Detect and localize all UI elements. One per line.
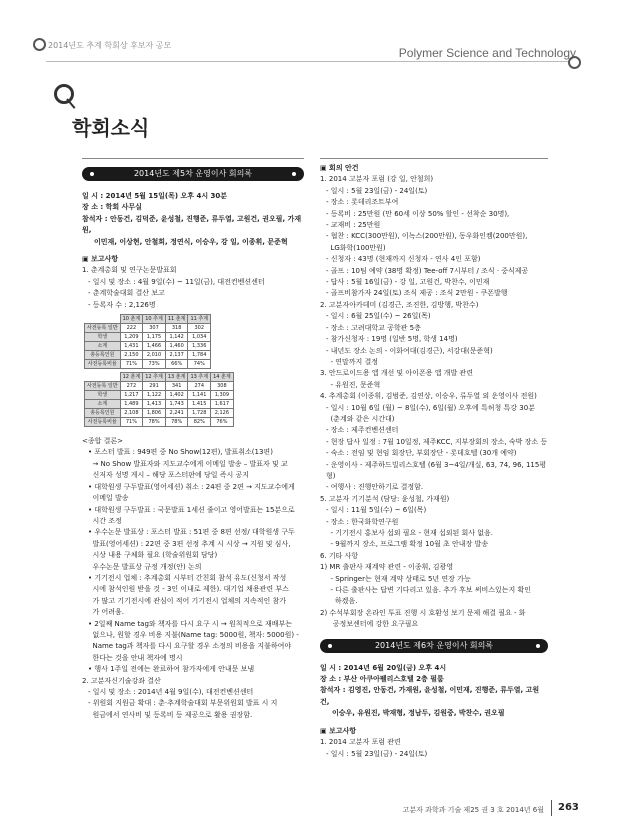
table-cell: 1,728 (188, 409, 211, 418)
meta-line: 일 시 : 2014년 5월 15일(목) 오후 4시 30분 (82, 192, 228, 200)
table-row (85, 342, 211, 351)
agenda-line: - 기기전시 홍보사 섭외 필요 - 현재 섭외된 회사 없음. (326, 529, 493, 537)
agenda-line: - 9월까지 장소, 프로그램 확정 10월 초 안내장 발송 (326, 540, 489, 549)
table-cell: 74% (188, 360, 211, 369)
conclusions-heading: <종합 결론> (82, 437, 124, 446)
agenda-line: - 참가신청자 : 19명 (일반 5명, 학생 14명) (326, 335, 458, 344)
table-header-cell: 13 춘계 (165, 373, 188, 382)
meta-line: 일 시 : 2014년 6월 20일(금) 오후 4시 (320, 663, 447, 672)
table-cell: 308 (211, 382, 234, 391)
report-item: 2. 고분자신기술강좌 결산 (82, 676, 161, 685)
table-header-cell: 10 추계 (143, 315, 166, 324)
table-cell: 222 (120, 324, 143, 333)
table-cell: 1,460 (165, 342, 188, 351)
agenda-line: 3. 안드로이드용 앱 개선 및 아이폰용 앱 개발 관련 (320, 369, 473, 378)
table-cell: 1,175 (143, 333, 166, 342)
report-list (320, 737, 548, 760)
agenda-line: 5. 고분자 기기분석 (담당: 윤성철, 가재원) (320, 494, 450, 503)
conclusion-line: • 대학원생 구두발표(영어세션) 취소 : 24편 중 2편 → 지도교수에게 (88, 482, 295, 491)
meeting-6-banner (320, 639, 548, 653)
conclusion-line: 없으나, 원할 경우 비용 지불(Name tag: 5000원, 책자: 5000원) - (88, 630, 299, 639)
meta-line: 참석자 : 안동건, 김덕준, 윤성철, 진행준, 류두열, 고원건, 권오필, 가재원, (82, 214, 302, 235)
conclusion-line: 발표(영어세션) : 22편 중 3편 선정 추계 시 시상 → 지원 및 심사, (88, 539, 291, 548)
footer-citation: 고분자 과학과 기술 제25 권 3 호 2014년 6월 (402, 806, 544, 814)
table-cell: 1,217 (120, 391, 143, 400)
agenda-line: - 다른 출판사는 답변 기다리고 있음. 추가 후보 써비스있는지 확인 (326, 586, 532, 595)
table-cell: 1,806 (143, 409, 166, 418)
table-cell: 2,108 (120, 409, 143, 418)
table-row (85, 409, 234, 418)
conclusion-line: • 행사 1주일 전에는 완료하여 참가자에게 안내문 보냄 (88, 665, 255, 674)
agenda-line: 하겠음. (326, 597, 358, 606)
report-line: 1. 2014 고분자 포럼 관련 (320, 738, 401, 747)
conclusion-line: • 우수논문 발표상 : 포스터 발표 : 51편 중 8편 선정/ 대학원생 구두 (88, 528, 295, 537)
conclusion-line: • 대학원생 구두발표 : 국문발표 1세션 줄이고 영어발표는 15분으로 (88, 505, 295, 514)
table-cell: 291 (143, 382, 166, 391)
table-row-label: 사전등록 일반 (85, 382, 121, 391)
header-left-ring-icon (33, 38, 46, 51)
table-row-label: 학생 (85, 333, 121, 342)
table-header-cell: 14 춘계 (211, 373, 234, 382)
report-line: - 춘계학술대회 결산 보고 (88, 289, 165, 298)
agenda-line: 2. 고분자아카데미 (김경근, 조진한, 김방행, 박찬수) (320, 300, 479, 309)
meta-line: 이승우, 유원진, 박재형, 정남두, 김원중, 박찬수, 권오필 (332, 709, 505, 718)
agenda-heading: ▣ 회의 안건 (320, 164, 359, 172)
agenda-line: - 골프비참가자 24일(토) 조식 제공 : 조식 2만원 - 쿠폰발행 (326, 289, 508, 298)
registration-table-1 (84, 314, 211, 369)
table-cell: 71% (120, 418, 143, 427)
agenda-line: - 현장 답사 일정 : 7월 10일정, 제주KCC, 지부장회의 장소, 숙박 장소 등 (326, 437, 548, 446)
journal-name: Polymer Science and Technology (398, 46, 576, 60)
agenda-line: - 골프 : 10팀 예약 (38명 확정) Tee-off 7시부터 / 조식 · 중식제공 (326, 266, 529, 275)
conclusion-line: • 2일째 Name tag와 책자를 다시 요구 시 → 원칙적으로 재배부는 (88, 619, 293, 628)
conclusion-line: 시간 조정 (88, 516, 122, 525)
agenda-line: - 일시 : 10월 6일 (월) ~ 8일(수), 6일(월) 오후에 특허청 특강 30분 (326, 403, 535, 412)
table-cell: 2,010 (143, 351, 166, 360)
agenda-line: - 장소 : 한국화학연구원 (326, 517, 399, 526)
agenda-line: 1) MR 출판사 재계약 관련 - 이종휘, 김광영 (320, 563, 454, 572)
banner-title: 2014년도 제5차 운영이사 회의록 (133, 169, 253, 178)
meta-line: 장 소 : 학회 사무실 (82, 203, 142, 212)
table-cell: 307 (143, 324, 166, 333)
table-header-cell: 10 춘계 (120, 315, 143, 324)
agenda-line: 공정보센터에 강한 요구필요 (326, 620, 419, 629)
banner-dot-icon (292, 172, 296, 176)
page-title: 학회소식 (72, 116, 150, 140)
table-cell: 82% (188, 418, 211, 427)
table-cell: 1,784 (188, 351, 211, 360)
table-cell: 66% (165, 360, 188, 369)
table-cell: 71% (120, 360, 143, 369)
table-cell: 1,141 (188, 391, 211, 400)
meta-line: 참석자 : 김영진, 안동건, 가재원, 윤성철, 이민재, 진행준, 류두열, 고원건, (320, 686, 540, 706)
agenda-line: - 답사 : 5월 16일(금) - 강 일, 고원건, 박찬수, 이민재 (326, 278, 490, 287)
table-header-cell (85, 315, 121, 324)
table-cell: 1,489 (120, 400, 143, 409)
table-row (85, 391, 234, 400)
conclusion-line: 한다는 것을 안내 책자에 명시 (88, 653, 183, 662)
table-cell: 1,415 (188, 400, 211, 409)
table-header-cell: 13 추계 (188, 373, 211, 382)
report-line: 원금에서 연사비 및 등록비 등 제공으로 활용 권장함. (88, 710, 253, 719)
left-column (82, 158, 304, 721)
agenda-line: - 내년도 장소 논의 - 이화여대(김경근), 서강대(문준혁) (326, 346, 493, 355)
agenda-line: - 장소 : 고려대학교 공학관 5층 (326, 323, 421, 332)
table-row (85, 400, 234, 409)
table-cell: 318 (165, 324, 188, 333)
agenda-line: - 장소 : 제주컨벤션센터 (326, 426, 399, 435)
table-cell: 78% (143, 418, 166, 427)
report-item-lines (82, 687, 304, 721)
table-cell: 1,413 (143, 400, 166, 409)
agenda-line: - 장소 : 롯데리조트부여 (326, 198, 399, 207)
table-row (85, 418, 234, 427)
agenda-line: - 여행사 : 진행안하기로 결정함. (326, 483, 424, 492)
conclusion-line: • 기기전시 업체 : 추계총회 시부터 간친회 참석 유도(신청서 작성 (88, 573, 287, 582)
table-cell: 1,209 (120, 333, 143, 342)
report-line: - 등록자 수 : 2,126명 (88, 300, 156, 309)
banner-dot-icon (90, 172, 94, 176)
table-cell: 1,336 (188, 342, 211, 351)
table-cell: 274 (188, 382, 211, 391)
agenda-line: LG화학(100만원) (326, 243, 386, 252)
agenda-line: - 운영이사 - 제주하드빌리스호텔 (6월 3~4일/개실, 63, 74, 96, 115평형) (326, 460, 547, 480)
agenda-list (320, 174, 548, 630)
table-cell: 1,122 (143, 391, 166, 400)
banner-dot-icon (536, 644, 540, 648)
table-cell: 1,466 (143, 342, 166, 351)
meta-line: 장 소 : 부산 아쿠아펠리스호텔 2층 펄룸 (320, 675, 444, 684)
table-row (85, 382, 234, 391)
registration-table-2 (84, 372, 234, 427)
table-row-label: 사전등록 일반 (85, 324, 121, 333)
meta-line: 이민재, 이상현, 안철희, 정연식, 이승우, 강 일, 이종휘, 문준혁 (94, 237, 288, 246)
agenda-line: 2) 수석부회장 온라인 투표 진행 시 호환성 보기 문제 해결 필요 - 화 (320, 608, 526, 617)
header-rule (46, 61, 570, 62)
agenda-line: - 등록비 : 25만원 (만 60세 이상 50% 할인 - 선착순 30명), (326, 209, 510, 218)
conclusion-line: 우수논문 발표상 규정 개정(안) 논의 (88, 562, 202, 571)
conclusion-line: 가 많고 기기전시에 관심이 적어 기기전시 업체의 지속적인 참가 (88, 596, 287, 605)
table-row-label: 총등록인원 (85, 409, 121, 418)
conclusion-line: 이메일 발송 (88, 494, 129, 503)
page-number: 263 (558, 802, 579, 813)
table-cell: 1,743 (165, 400, 188, 409)
table-cell: 1,309 (211, 391, 234, 400)
agenda-line: - 일시 : 6월 25일(수) ~ 26일(목) (326, 312, 431, 321)
conclusion-line: 시상 내용 구체화 필요 (학술위원회 담당) (88, 551, 218, 560)
table-row-label: 학생 (85, 391, 121, 400)
table-header-cell (85, 373, 121, 382)
report-line: - 위원회 지원금 확대 : 춘·추계학술대회 부문위원회 발표 시 지 (88, 699, 278, 708)
table-row-label: 사전등록비율 (85, 360, 121, 369)
table-cell: 78% (165, 418, 188, 427)
report-heading: ▣ 보고사항 (82, 255, 119, 264)
report-heading: ▣ 보고사항 (320, 726, 357, 735)
footer-separator (551, 800, 552, 816)
agenda-line: - 유원진, 문준혁 (326, 380, 381, 389)
agenda-line: - Springer는 현재 계약 상태로 5년 연장 가능 (326, 574, 471, 583)
table-cell: 1,034 (188, 333, 211, 342)
table-cell: 1,402 (165, 391, 188, 400)
agenda-line: 4. 추계총회 (이종휘, 김범준, 김연상, 이승우, 류두열 외 운영이사 전원) (320, 392, 537, 401)
table-row (85, 333, 211, 342)
agenda-line: - 일시 : 5월 23일(금) - 24일(토) (326, 186, 428, 195)
table-row (85, 351, 211, 360)
conclusions-list (82, 447, 304, 675)
conclusion-line: 시에 참석인원 받을 것 - 3인 이내로 제한). 대기업 채용관련 부스 (88, 585, 289, 594)
table-cell: 302 (188, 324, 211, 333)
table-cell: 1,617 (211, 400, 234, 409)
banner-dot-icon (328, 644, 332, 648)
conclusion-line: 신저자 성명 게시 – 해당 포스터판에 당일 즉시 공지 (88, 471, 249, 480)
report-line: - 일시 및 장소 : 4월 9일(수) ~ 11일(금), 대전컨벤션센터 (88, 277, 265, 286)
conclusion-line: → No Show 발표자와 지도교수에게 이메일 발송 – 발표자 및 교 (88, 459, 288, 468)
agenda-line: - 일시 : 11월 5일(수) ~ 6일(목) (326, 506, 427, 515)
table-cell: 2,126 (211, 409, 234, 418)
title-magnifier-icon (54, 84, 74, 104)
table-cell: 2,137 (165, 351, 188, 360)
table-cell: 341 (165, 382, 188, 391)
table-header-cell: 11 추계 (188, 315, 211, 324)
conclusion-line: • 포스터 발표 : 949편 중 No Show(12편), 발표취소(13편) (88, 448, 273, 457)
conclusion-line: 가 어려움. (88, 608, 124, 617)
table-row-label: 사전등록비율 (85, 418, 121, 427)
table-cell: 272 (120, 382, 143, 391)
agenda-line: - 연말까지 결정 (326, 357, 379, 366)
conclusion-line: Name tag과 책자를 다시 요구할 경우 소정의 비용을 지불하여야 (88, 642, 292, 651)
header-right-ring-icon (568, 56, 581, 69)
table-row (85, 360, 211, 369)
report-item: 1. 춘계총회 및 연구논문발표회 (82, 266, 177, 275)
header-section-label: 2014년도 추계 학회상 후보자 공모 (48, 41, 172, 50)
meeting-5-banner (82, 167, 304, 181)
table-header-cell: 11 춘계 (165, 315, 188, 324)
right-column (320, 158, 548, 760)
agenda-line: - 교재비 : 25만원 (326, 221, 381, 230)
report-line: - 일시 : 5월 23일(금) - 24일(토) (326, 749, 428, 758)
table-row-label: 소계 (85, 400, 121, 409)
table-cell: 1,431 (120, 342, 143, 351)
table-row (85, 324, 211, 333)
table-cell: 2,150 (120, 351, 143, 360)
table-cell: 1,142 (165, 333, 188, 342)
table-cell: 73% (143, 360, 166, 369)
report-item-lines (82, 277, 304, 311)
agenda-line: 1. 2014 고분자 포럼 (강 일, 안철희) (320, 175, 434, 184)
agenda-line: 6. 기타 사항 (320, 551, 359, 560)
table-header-cell: 12 춘계 (120, 373, 143, 382)
agenda-line: - 협찬 : KCC(300만원), 이녹스(200만원), 동우화인켐(200만원), (326, 232, 528, 241)
table-row-label: 소계 (85, 342, 121, 351)
agenda-line: - 신청자 : 43명 (현재까지 신청자 - 연사 4인 포함) (326, 255, 481, 264)
banner-title: 2014년도 제6차 운영이사 회의록 (374, 640, 494, 650)
column-top-rule (82, 158, 304, 159)
report-line: - 일시 및 장소 : 2014년 4월 9일(수), 대전컨벤션센터 (88, 688, 254, 696)
table-cell: 2,241 (165, 409, 188, 418)
agenda-line: (춘계와 같은 시간대) (326, 414, 395, 423)
table-cell: 76% (211, 418, 234, 427)
table-header-cell: 12 추계 (143, 373, 166, 382)
table-row-label: 총등록인원 (85, 351, 121, 360)
agenda-line: - 숙소 : 전임 및 현임 회장단, 부회장단 - 롯데호텔 (30개 예약) (326, 449, 517, 458)
column-top-rule (320, 158, 548, 159)
